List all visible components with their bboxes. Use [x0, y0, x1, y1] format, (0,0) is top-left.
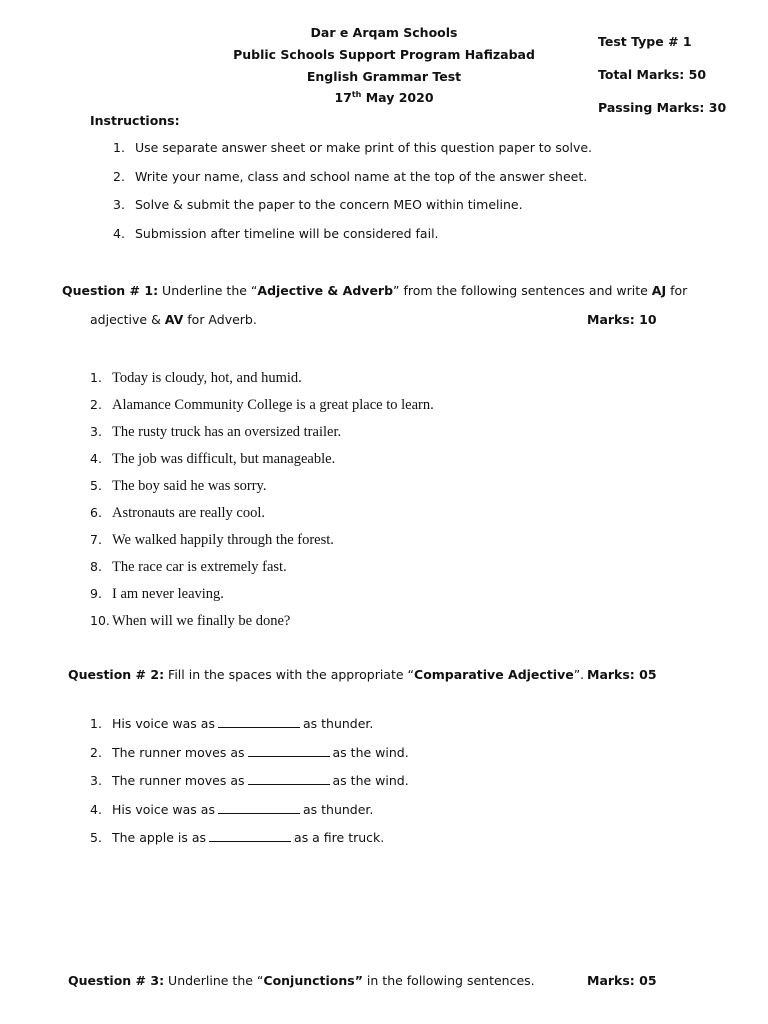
answer-blank [248, 774, 330, 785]
list-item: 4. Submission after timeline will be considered fail. [113, 225, 439, 241]
list-item: 5. The apple is as as a fire truck. [90, 830, 385, 845]
list-item: 2. Write your name, class and school name at the top of the answer sheet. [113, 168, 588, 184]
question-3-marks: Marks: 05 [587, 973, 657, 988]
list-item: 2. The runner moves as as the wind. [90, 744, 409, 760]
list-item: 1. Today is cloudy, hot, and humid. [90, 370, 302, 386]
list-item: 1. Use separate answer sheet or make print of this question paper to solve. [113, 140, 593, 155]
list-item: 10. When will we finally be done? [90, 613, 291, 629]
passing-marks: Passing Marks: 30 [598, 100, 727, 115]
question-2-prompt: Question # 2: Fill in the spaces with the appropriate “Comparative Adjective”. [68, 667, 585, 682]
answer-blank [218, 803, 300, 814]
answer-blank [209, 831, 291, 842]
list-item: 9. I am never leaving. [90, 586, 224, 602]
list-item: 2. Alamance Community College is a great place to learn. [90, 397, 434, 413]
instructions-title: Instructions: [90, 113, 180, 128]
list-item: 3. The runner moves as as the wind. [90, 773, 409, 788]
date-suffix: th [351, 90, 362, 99]
question-1-prompt: Question # 1: Underline the “Adjective & Adverb” from the following sentences and write AJ for [62, 283, 688, 298]
question-2-list [90, 710, 409, 853]
test-name: English Grammar Test [306, 69, 462, 84]
list-item: 4. His voice was as as thunder. [90, 801, 374, 817]
list-item: 1. His voice was as as thunder. [90, 716, 374, 731]
list-item: 3. Solve & submit the paper to the concern MEO within timeline. [113, 197, 523, 212]
question-2-marks: Marks: 05 [587, 667, 657, 682]
list-item: 5. The boy said he was sorry. [90, 478, 267, 494]
question-1-prompt-line2: adjective & AV for Adverb. [90, 312, 257, 327]
test-type: Test Type # 1 [598, 34, 692, 49]
date-rest: May 2020 [361, 90, 434, 106]
total-marks: Total Marks: 50 [598, 67, 707, 82]
answer-blank [218, 717, 300, 728]
list-item: 7. We walked happily through the forest. [90, 532, 334, 548]
question-3-prompt: Question # 3: Underline the “Conjunctions” in the following sentences. [68, 973, 535, 988]
instructions-list [113, 134, 592, 248]
list-item: 4. The job was difficult, but manageable. [90, 451, 336, 467]
program-name: Public Schools Support Program Hafizabad [233, 47, 535, 62]
answer-blank [248, 746, 330, 757]
list-item: 3. The rusty truck has an oversized trailer. [90, 424, 342, 440]
list-item: 6. Astronauts are really cool. [90, 505, 266, 521]
question-1-list [90, 363, 434, 633]
list-item: 8. The race car is extremely fast. [90, 559, 287, 575]
question-1-marks: Marks: 10 [587, 312, 657, 327]
date-day: 17 [334, 90, 352, 106]
school-name: Dar e Arqam Schools [310, 25, 458, 40]
